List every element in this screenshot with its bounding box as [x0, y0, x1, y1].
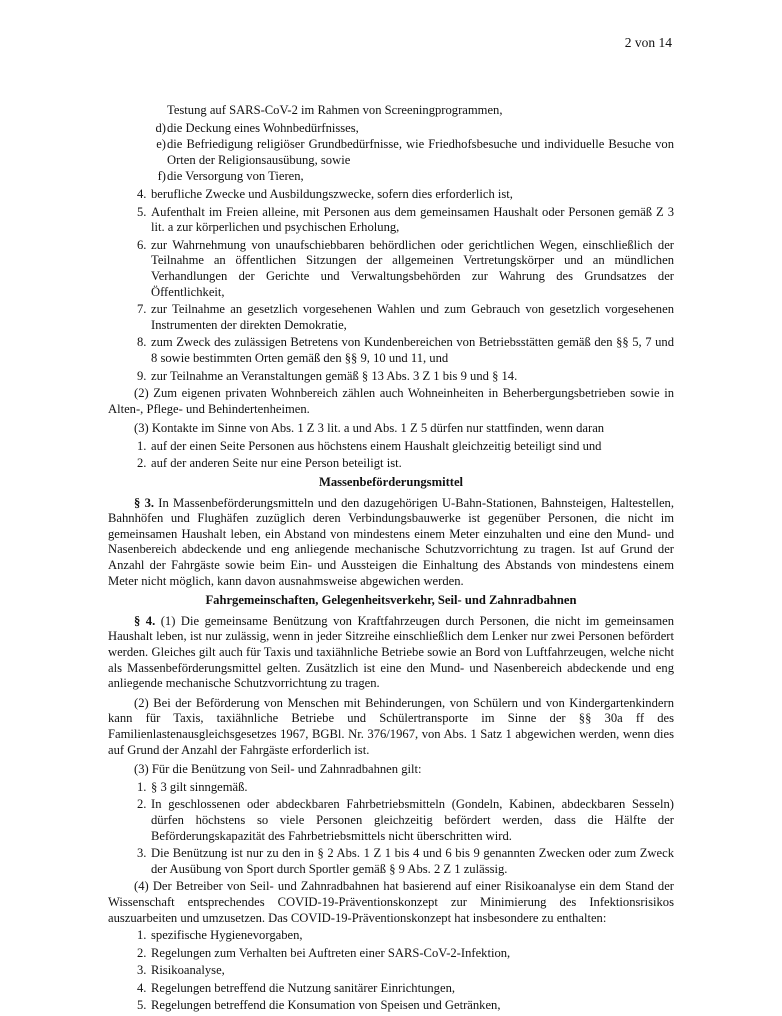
- list-item: 7. zur Teilnahme an gesetzlich vorgesehenen Wahlen und zum Gebrauch von gesetzlich vorgesehenen Instrumenten der direkten Demokratie,: [137, 302, 674, 332]
- list-item: 3. Die Benützung ist nur zu den in § 2 Abs. 1 Z 1 bis 4 und 6 bis 9 genannten Zwecken oder zum Zweck der Ausübung von Sport durch Sportler gemäß § 9 Abs. 2 Z 1 zulässig.: [137, 846, 674, 876]
- list-item: f) die Versorgung von Tieren,: [157, 169, 304, 184]
- section-heading: Fahrgemeinschaften, Gelegenheitsverkehr, Seil- und Zahnradbahnen: [205, 593, 577, 608]
- list-item: 5. Aufenthalt im Freien alleine, mit Personen aus dem gemeinsamen Haushalt oder Personen gemäß Z 3 lit. a zur körperlichen und psychischen Erholung,: [137, 204, 674, 235]
- list-item: 2. Regelungen zum Verhalten bei Auftreten einer SARS-CoV-2-Infektion,: [137, 945, 511, 960]
- list-item: 8. zum Zweck des zulässigen Betretens von Kundenbereichen von Betriebsstätten gemäß den §§ 5, 7 und 8 sowie bestimmten Orten gemäß den §§ 9, 10 und 11, und: [137, 335, 674, 365]
- purpose-list: [108, 187, 674, 384]
- section-heading: Massenbeförderungsmittel: [318, 475, 464, 490]
- document-body: [108, 103, 674, 1016]
- list-item: 9. zur Teilnahme an Veranstaltungen gemäß § 13 Abs. 3 Z 1 bis 9 und § 14.: [137, 368, 518, 383]
- list-item: e) die Befriedigung religiöser Grundbedürfnisse, wie Friedhofsbesuche und individuelle Besuche von Orten der Religionsausübung, sowie: [156, 137, 674, 167]
- list-item: 1. § 3 gilt sinngemäß.: [137, 779, 248, 794]
- paragraph-2: (2) Zum eigenen privaten Wohnbereich zählen auch Wohneinheiten in Beherbergungsbetrieben sowie in Alten-, Pflege- und Behindertenheimen.: [108, 386, 674, 416]
- list-item: 6. zur Wahrnehmung von unaufschiebbaren behördlichen oder gerichtlichen Wegen, einschließlich der Teilnahme an öffentlichen Sitzungen der allgemeinen Vertretungskörper und an mündlichen Verhandlungen der Gerichte und Verwaltungsbehörden zur Wahrung des Grundsatzes der Öffentlichkeit,: [137, 237, 674, 299]
- section-4-paragraph-3: (3) Für die Benützung von Seil- und Zahnradbahnen gilt:: [134, 762, 422, 777]
- section-4-paragraph-1: § 4. (1) Die gemeinsame Benützung von Kraftfahrzeugen durch Personen, die nicht im gemeinsamen Haushalt leben, ist nur zulässig, wenn in jeder Sitzreihe einschließlich dem Lenker nur zwei Personen befördert werden. Gleiches gilt auch für Taxis und taxiähnliche Betriebe sowie an Bord von Luftfahrzeugen, welche nicht als Massenbeförderungsmittel gelten. Zusätzlich ist eine den Mund- und Nasenbereich abdeckende und eng anliegende mechanische Schutzvorrichtung zu tragen.: [108, 613, 674, 691]
- sub-list: [108, 121, 674, 185]
- list-item-continuation: Testung auf SARS-CoV-2 im Rahmen von Screeningprogrammen,: [167, 103, 503, 117]
- page-number: 2 von 14: [624, 35, 672, 50]
- list-item: 3. Risikoanalyse,: [137, 963, 225, 978]
- list-item: 2. auf der anderen Seite nur eine Person beteiligt ist.: [137, 456, 402, 471]
- list-item: 1. spezifische Hygienevorgaben,: [137, 928, 303, 943]
- section-3-paragraph: § 3. In Massenbeförderungsmitteln und den dazugehörigen U-Bahn-Stationen, Bahnsteigen, Haltestellen, Bahnhöfen und Flughäfen zuzüglich deren Verbindungsbauwerke ist gegenüber Personen, die nicht im gemeinsamen Haushalt leben, ein Abstand von mindestens einem Meter einzuhalten und eine den Mund- und Nasenbereich abdeckende und eng anliegende mechanische Schutzvorrichtung zu tragen. Ist auf Grund der Anzahl der Fahrgäste sowie beim Ein- und Aussteigen die Einhaltung des Abstands von mindestens einem Meter nicht möglich, kann davon ausnahmsweise abgewichen werden.: [108, 495, 674, 588]
- list-item: d) die Deckung eines Wohnbedürfnisses,: [155, 120, 359, 135]
- list-item: 5. Regelungen betreffend die Konsumation von Speisen und Getränken,: [137, 998, 501, 1013]
- section-label: § 4.: [134, 613, 156, 628]
- section-4-paragraph-2: (2) Bei der Beförderung von Menschen mit Behinderungen, von Schülern und von Kindergartenkindern kann für Taxis, taxiähnliche Betriebe und Schülertransporte im Sinne der §§ 30a ff des Familienlastenausgleichsgesetzes 1967, BGBl. Nr. 376/1967, von Abs. 1 Satz 1 abgewichen werden, wenn dies auf Grund der Anzahl der Fahrgäste erforderlich ist.: [108, 695, 674, 757]
- list-item: 1. auf der einen Seite Personen aus höchstens einem Haushalt gleichzeitig beteiligt sind und: [137, 438, 602, 453]
- section-label: § 3.: [134, 495, 155, 510]
- contact-list: [108, 439, 674, 472]
- prevention-concept-list: [108, 928, 674, 1014]
- cable-car-list: [108, 780, 674, 878]
- list-item: 4. Regelungen betreffend die Nutzung sanitärer Einrichtungen,: [137, 980, 456, 995]
- paragraph-3: (3) Kontakte im Sinne von Abs. 1 Z 3 lit. a und Abs. 1 Z 5 dürfen nur stattfinden, wenn daran: [134, 421, 605, 436]
- list-item: 2. In geschlossenen oder abdeckbaren Fahrbetriebsmitteln (Gondeln, Kabinen, abdeckbaren Sesseln) dürfen höchstens so viele Personen gleichzeitig befördert werden, dass die Hälfte der Beförderungskapazität des Fahrbetriebsmittels nicht überschritten wird.: [137, 797, 674, 843]
- section-4-paragraph-4: (4) Der Betreiber von Seil- und Zahnradbahnen hat basierend auf einer Risikoanalyse ein dem Stand der Wissenschaft entsprechendes COVID-19-Präventionskonzept zur Minimierung des Infektionsrisikos auszuarbeiten und umzusetzen. Das COVID-19-Präventionskonzept hat insbesondere zu enthalten:: [108, 879, 674, 925]
- list-item: 4. berufliche Zwecke und Ausbildungszwecke, sofern dies erforderlich ist,: [137, 186, 513, 201]
